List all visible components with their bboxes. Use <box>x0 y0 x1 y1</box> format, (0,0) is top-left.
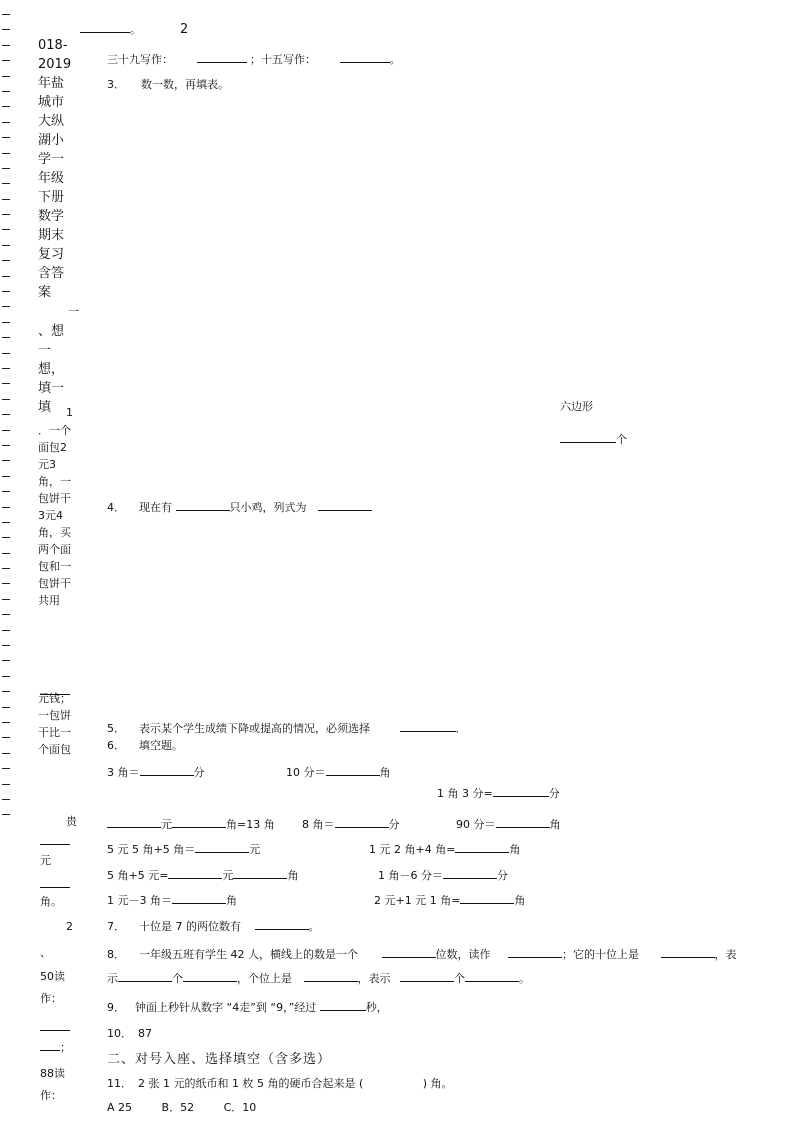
q6-row1-b: 10 分＝ 角 <box>286 763 391 780</box>
q2-blank-a <box>40 1018 70 1034</box>
q11-options <box>107 1099 256 1115</box>
q1-yuan: 元 <box>40 854 51 867</box>
part2-title: 二、对号入座、选择填空（含多选） <box>107 1052 332 1067</box>
q2-continuation: 三十九写作： ；十五写作： 。 <box>107 50 401 67</box>
q6-row5-a: 5 角+5 元= 元 角 <box>107 866 298 883</box>
q1-jiao: 角。 <box>40 895 62 908</box>
q6-row3-c: 90 分＝ 角 <box>456 815 561 832</box>
q6-row4-b: 1 元 2 角+4 角= 角 <box>369 840 520 857</box>
q1-blank-3 <box>40 875 70 891</box>
q6-row6-a: 1 元－3 角＝ 角 <box>107 891 237 908</box>
q6-line: 6． 填空题。 <box>107 739 183 752</box>
q2-b-label: 88读作： <box>40 1067 65 1102</box>
q8-line-2: 示 个 ，个位上是 ，表示 个 。 <box>107 969 530 986</box>
q3-shape-label: 六边形 <box>560 400 593 413</box>
q6-row2: 1 角 3 分= 分 <box>437 784 560 801</box>
q10-line: 10． 87 <box>107 1027 152 1040</box>
q2-semi: ； <box>40 1038 71 1055</box>
q11-option-b[interactable]: B．52 <box>161 1101 195 1114</box>
q8-line-1: 8． 一年级五班有学生 42 人，横线上的数是一个 位数，读作 ；它的十位上是 ，表 <box>107 945 737 962</box>
q2-dot: 、 <box>40 946 51 959</box>
q6-row1-a: 3 角＝ 分 <box>107 763 205 780</box>
q2-a-label: 50读作： <box>40 970 65 1005</box>
q7-line: 7． 十位是 7 的两位数有 。 <box>107 917 320 934</box>
part1-head: 一 <box>68 305 79 318</box>
q6-row4-a: 5 元 5 角+5 角＝ 元 <box>107 840 260 857</box>
q9-line: 9． 钟面上秒针从数字 “4走”到 “9，”经过 秒， <box>107 998 388 1015</box>
q3-shape-count: 个 <box>560 430 627 447</box>
q6-row3-b: 8 角＝ 分 <box>302 815 400 832</box>
document-title: 018-2019年盐城市大纵湖小学一年级下册数学期末复习含答案 <box>38 38 72 300</box>
q3-line: 3． 数一数，再填表。 <box>107 78 229 91</box>
q6-row5-b: 1 角－6 分＝ 分 <box>378 866 508 883</box>
q5-line: 5． 表示某个学生成绩下降或提高的情况，必须选择 ． <box>107 719 467 736</box>
q2-number: 2 <box>66 920 73 933</box>
q4-line: 4． 现在有 只小鸡，列式为 <box>107 498 372 515</box>
binding-line <box>2 14 12 830</box>
q11-option-c[interactable]: C．10 <box>223 1101 257 1114</box>
q6-row6-b: 2 元+1 元 1 角= 角 <box>374 891 525 908</box>
q1-number: 1 <box>66 406 73 419</box>
part1-title: 、想一想，填一填 <box>38 324 65 415</box>
q1-unit: 元钱；一包饼干比一个面包 <box>38 692 71 756</box>
page-number: 2 <box>180 22 189 37</box>
q6-row3-a: 元 角=13 角 <box>107 815 275 832</box>
q11-line: 11． 2 张 1 元的纸币和 1 枚 5 角的硬币合起来是 ( ) 角。 <box>107 1077 453 1090</box>
q1-blank-2 <box>40 832 70 848</box>
q1-gui: 贵 <box>66 815 77 828</box>
q1-text: ．一个面包2元3角，一包饼干3元4角，买两个面包和一包饼干共用 <box>38 424 71 607</box>
top-blank-line: 。 <box>80 20 141 37</box>
q11-option-a[interactable]: A 25 <box>107 1101 133 1114</box>
